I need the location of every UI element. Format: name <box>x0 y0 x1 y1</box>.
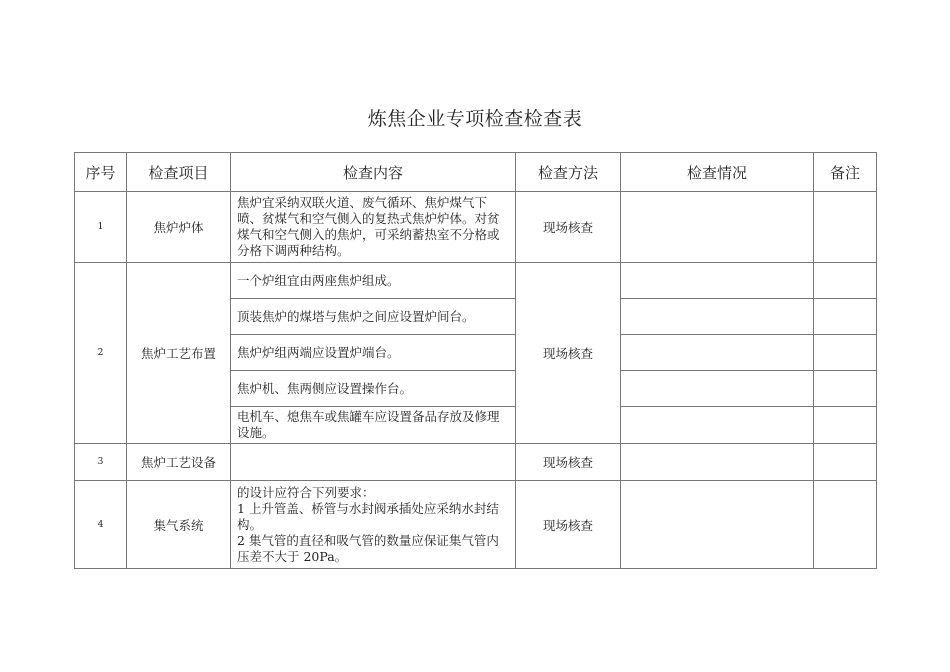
row-method: 现场核查 <box>516 481 621 569</box>
row-content: 焦炉宜采纳双联火道、废气循环、焦炉煤气下喷、贫煤气和空气侧入的复热式焦炉炉体。对贫煤气和空气侧入的焦炉，可采纳蓄热室不分格或分格下调两种结构。 <box>231 192 516 263</box>
row-item: 焦炉工艺布置 <box>127 263 231 444</box>
row-method: 现场核查 <box>516 263 621 444</box>
header-item: 检查项目 <box>127 153 231 192</box>
row-status-cell[interactable] <box>621 407 814 444</box>
row-remarks-cell[interactable] <box>814 407 877 444</box>
row-item: 集气系统 <box>127 481 231 569</box>
row-content: 电机车、熄焦车或焦罐车应设置备品存放及修理设施。 <box>237 409 500 440</box>
row-remarks-cell[interactable] <box>814 444 877 481</box>
content-line: 2 集气管的直径和吸气管的数量应保证集气管内压差不大于 20Pa。 <box>237 532 499 564</box>
table-row <box>75 192 877 263</box>
content-line: 的设计应符合下列要求： <box>237 484 375 500</box>
row-content: 焦炉机、焦两侧应设置操作台。 <box>231 371 516 407</box>
row-content: 一个炉组宜由两座焦炉组成。 <box>231 263 516 299</box>
row-content-cell <box>231 481 516 569</box>
row-method: 现场核查 <box>516 444 621 481</box>
header-method: 检查方法 <box>516 153 621 192</box>
inspection-table <box>74 152 877 569</box>
row-status-cell[interactable] <box>621 481 814 569</box>
row-remarks-cell[interactable] <box>814 335 877 371</box>
row-content-cell <box>231 407 516 444</box>
row-remarks-cell[interactable] <box>814 192 877 263</box>
table-row <box>75 263 877 299</box>
row-status-cell[interactable] <box>621 444 814 481</box>
row-content: 焦炉炉组两端应设置炉端台。 <box>231 335 516 371</box>
row-remarks-cell[interactable] <box>814 481 877 569</box>
row-status-cell[interactable] <box>621 371 814 407</box>
row-status-cell[interactable] <box>621 335 814 371</box>
row-status-cell[interactable] <box>621 299 814 335</box>
row-remarks-cell[interactable] <box>814 263 877 299</box>
row-item: 焦炉炉体 <box>127 192 231 263</box>
row-remarks-cell[interactable] <box>814 371 877 407</box>
row-number: 2 <box>75 263 127 444</box>
row-number: 4 <box>75 481 127 569</box>
row-number: 3 <box>75 444 127 481</box>
row-number: 1 <box>75 192 127 263</box>
row-content <box>231 444 516 481</box>
table-header-row <box>75 153 877 192</box>
row-content: 顶装焦炉的煤塔与焦炉之间应设置炉间台。 <box>231 299 516 335</box>
content-line: 1 上升管盖、桥管与水封阀承插处应采纳水封结构。 <box>237 500 499 532</box>
row-remarks-cell[interactable] <box>814 299 877 335</box>
header-status: 检查情况 <box>621 153 814 192</box>
row-item: 焦炉工艺设备 <box>127 444 231 481</box>
row-method: 现场核查 <box>516 192 621 263</box>
table-row <box>75 444 877 481</box>
document-title: 炼焦企业专项检查检查表 <box>367 108 583 130</box>
header-remarks: 备注 <box>814 153 877 192</box>
row-status-cell[interactable] <box>621 192 814 263</box>
row-status-cell[interactable] <box>621 263 814 299</box>
table-row <box>75 481 877 569</box>
header-no: 序号 <box>75 153 127 192</box>
header-content: 检查内容 <box>231 153 516 192</box>
